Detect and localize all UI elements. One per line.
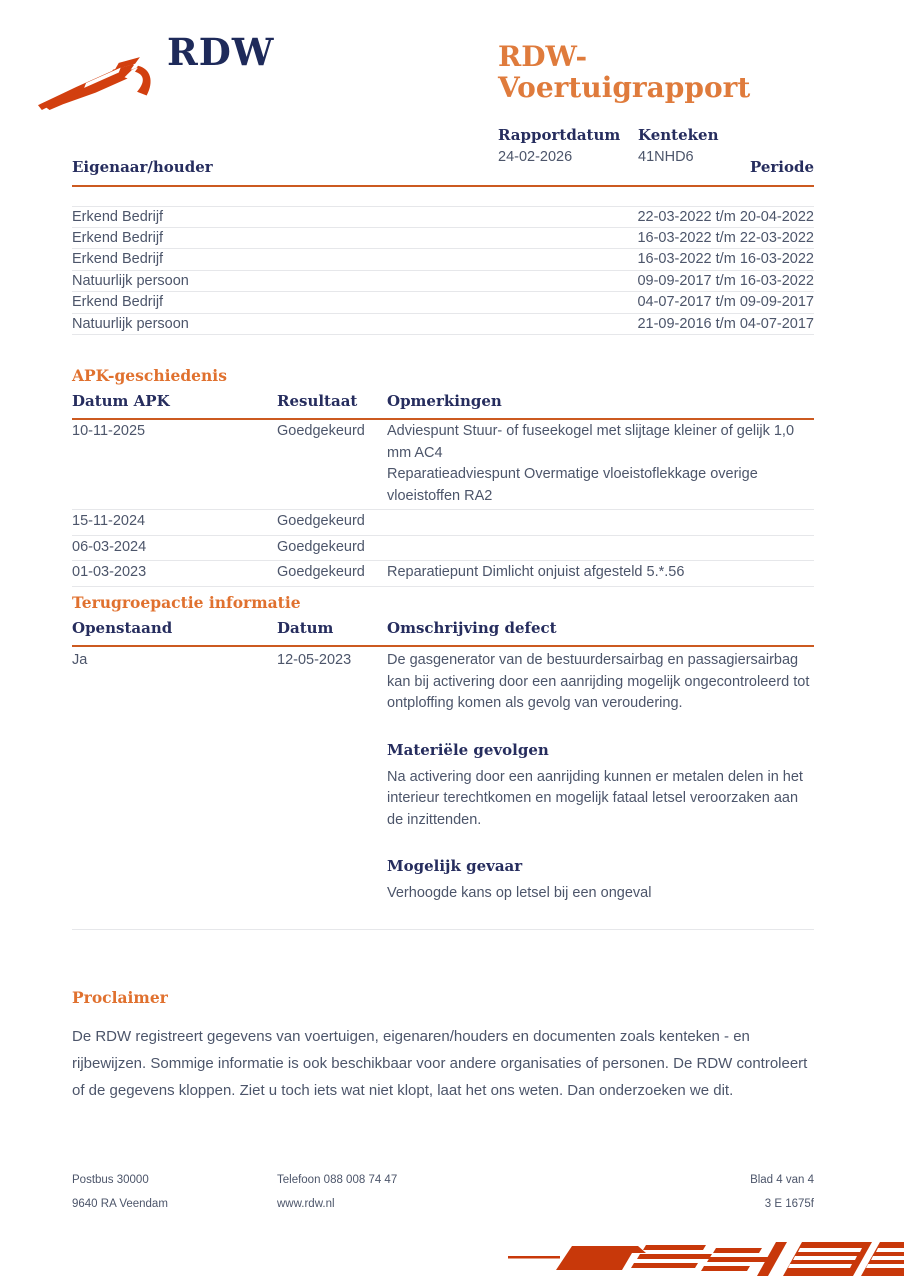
footer-phone: Telefoon 088 008 74 47 bbox=[277, 1174, 398, 1186]
owner-period: 16-03-2022 t/m 16-03-2022 bbox=[637, 251, 814, 268]
recall-consequences bbox=[72, 715, 814, 832]
table-row bbox=[72, 271, 814, 293]
period-column-header: Periode bbox=[749, 158, 814, 176]
footer-city: 9640 RA Veendam bbox=[72, 1198, 168, 1210]
apk-result: Goedgekeurd bbox=[277, 423, 365, 439]
owner-period: 09-09-2017 t/m 16-03-2022 bbox=[637, 272, 814, 289]
recall-section bbox=[72, 593, 814, 930]
apk-date: 15-11-2024 bbox=[72, 513, 146, 529]
apk-remarks-column-header: Opmerkingen bbox=[387, 392, 502, 410]
apk-table-header bbox=[72, 392, 814, 420]
recall-date-column-header: Datum bbox=[277, 619, 334, 637]
table-row bbox=[72, 510, 814, 536]
owner-table-body bbox=[72, 206, 814, 335]
license-plate-label: Kenteken bbox=[638, 125, 719, 144]
table-row bbox=[72, 228, 814, 250]
recall-consequences-block bbox=[387, 741, 814, 832]
apk-section bbox=[72, 366, 814, 587]
rdw-logo-wordmark: RDW bbox=[167, 30, 275, 74]
danger-text: Verhoogde kans op letsel bij een ongeval bbox=[387, 885, 652, 901]
table-row bbox=[72, 249, 814, 271]
apk-remark-line: Adviespunt Stuur- of fuseekogel met slijtage kleiner of gelijk 1,0 mm AC4 bbox=[387, 423, 795, 461]
footer-website: www.rdw.nl bbox=[277, 1198, 335, 1210]
owner-table-header bbox=[72, 158, 814, 187]
footer-pageinfo bbox=[750, 1168, 814, 1216]
footer-page-number: Blad 4 van 4 bbox=[750, 1174, 814, 1186]
owner-period: 21-09-2016 t/m 04-07-2017 bbox=[637, 315, 814, 332]
apk-result: Goedgekeurd bbox=[277, 513, 365, 529]
report-header bbox=[498, 42, 818, 165]
proclaimer-title: Proclaimer bbox=[72, 988, 168, 1007]
page-footer bbox=[72, 1168, 814, 1216]
owner-type: Erkend Bedrijf bbox=[72, 251, 164, 268]
footer-address bbox=[72, 1168, 277, 1216]
consequences-title: Materiële gevolgen bbox=[387, 740, 549, 759]
recall-danger bbox=[72, 831, 814, 905]
section-divider bbox=[72, 929, 814, 930]
proclaimer-section bbox=[72, 988, 814, 1104]
owner-column-header: Eigenaar/houder bbox=[72, 158, 213, 176]
table-row bbox=[72, 314, 814, 336]
apk-result-column-header: Resultaat bbox=[277, 392, 358, 410]
footer-contact bbox=[277, 1168, 750, 1216]
footer-doc-code: 3 E 1675f bbox=[764, 1198, 814, 1210]
table-row bbox=[72, 420, 814, 510]
page-title: RDW-Voertuigrapport bbox=[498, 40, 751, 104]
apk-section-title: APK-geschiedenis bbox=[72, 366, 227, 385]
recall-open-column-header: Openstaand bbox=[72, 619, 173, 637]
apk-remark-line: Reparatieadviespunt Overmatige vloeistoflekkage overige vloeistoffen RA2 bbox=[387, 466, 758, 504]
apk-date: 01-03-2023 bbox=[72, 564, 147, 580]
report-date-value: 24-02-2026 bbox=[498, 148, 573, 165]
apk-remarks: Reparatiepunt Dimlicht onjuist afgesteld 5.*.56 bbox=[387, 564, 685, 580]
apk-remarks bbox=[387, 421, 814, 507]
apk-result: Goedgekeurd bbox=[277, 538, 365, 555]
owner-period: 04-07-2017 t/m 09-09-2017 bbox=[637, 294, 814, 311]
owner-type: Erkend Bedrijf bbox=[72, 229, 164, 246]
apk-date: 06-03-2024 bbox=[72, 538, 147, 555]
danger-title: Mogelijk gevaar bbox=[387, 857, 523, 875]
table-row bbox=[72, 647, 814, 715]
recall-section-title: Terugroepactie informatie bbox=[72, 593, 301, 612]
apk-remarks bbox=[387, 537, 814, 559]
apk-result: Goedgekeurd bbox=[277, 564, 365, 580]
apk-date-column-header: Datum APK bbox=[72, 392, 170, 410]
license-plate-value: 41NHD6 bbox=[638, 148, 694, 165]
table-row bbox=[72, 561, 814, 587]
apk-remarks bbox=[387, 511, 814, 533]
owner-period: 22-03-2022 t/m 20-04-2022 bbox=[637, 208, 814, 225]
recall-table-header bbox=[72, 619, 814, 647]
proclaimer-text: De RDW registreert gegevens van voertuigen, eigenaren/houders en documenten zoals kenteken - en rijbewijzen. Sommige informatie is ook beschikbaar voor andere organisaties of personen. De RDW controleert of de gegevens kloppen. Ziet u toch iets wat niet klopt, laat het ons weten. Dan onderzoeken we dit. bbox=[72, 1028, 808, 1099]
speed-stripes-graphic bbox=[500, 1234, 904, 1280]
recall-description: De gasgenerator van de bestuurdersairbag en passagiersairbag kan bij activering door een aanrijding mogelijk ongecontroleerd tot ontploffing komen als gevolg van veroudering. bbox=[387, 652, 810, 711]
owner-type: Natuurlijk persoon bbox=[72, 272, 189, 289]
table-row bbox=[72, 206, 814, 228]
rdw-logo bbox=[38, 30, 275, 120]
table-row bbox=[72, 536, 814, 562]
owner-type: Erkend Bedrijf bbox=[72, 294, 164, 311]
rdw-logo-flame-icon bbox=[38, 48, 163, 120]
owner-section bbox=[72, 158, 814, 335]
table-row bbox=[72, 292, 814, 314]
report-date-label: Rapportdatum bbox=[498, 125, 621, 144]
consequences-text: Na activering door een aanrijding kunnen er metalen delen in het interieur terechtkomen en mogelijk fataal letsel veroorzaken aan de inzittenden. bbox=[387, 768, 803, 828]
owner-period: 16-03-2022 t/m 22-03-2022 bbox=[637, 229, 814, 246]
recall-date-value: 12-05-2023 bbox=[277, 652, 352, 668]
apk-date: 10-11-2025 bbox=[72, 423, 146, 439]
owner-type: Natuurlijk persoon bbox=[72, 315, 189, 332]
recall-defect-column-header: Omschrijving defect bbox=[387, 619, 557, 637]
recall-danger-block bbox=[387, 857, 814, 905]
recall-open-value: Ja bbox=[72, 652, 88, 668]
owner-type: Erkend Bedrijf bbox=[72, 208, 164, 225]
footer-postbus: Postbus 30000 bbox=[72, 1174, 149, 1186]
